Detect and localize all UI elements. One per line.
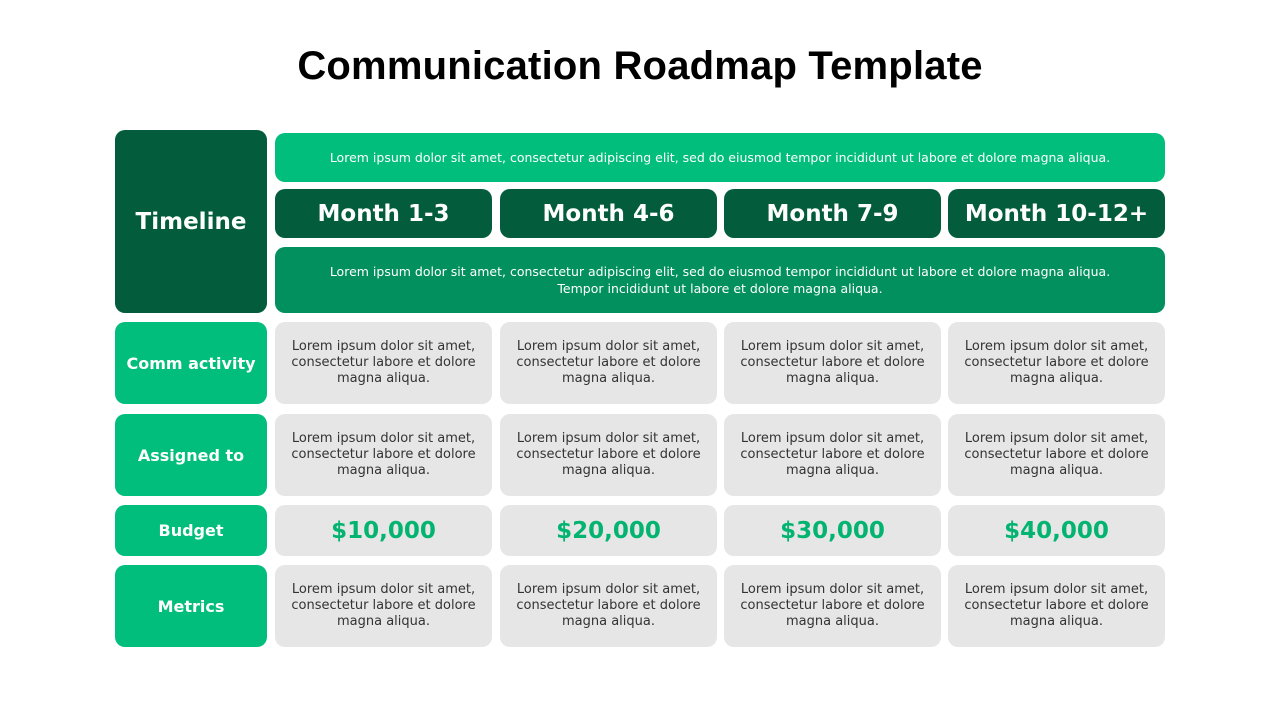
- row-label-budget: Budget: [115, 505, 267, 556]
- row-label-metrics: Metrics: [115, 565, 267, 647]
- assigned-to-cell-2: Lorem ipsum dolor sit amet, consectetur labore et dolore magna aliqua.: [500, 414, 717, 496]
- metrics-cell-1: Lorem ipsum dolor sit amet, consectetur labore et dolore magna aliqua.: [275, 565, 492, 647]
- metrics-cell-4: Lorem ipsum dolor sit amet, consectetur labore et dolore magna aliqua.: [948, 565, 1165, 647]
- month-header-2: Month 4-6: [500, 189, 717, 238]
- comm-activity-cell-2: Lorem ipsum dolor sit amet, consectetur labore et dolore magna aliqua.: [500, 322, 717, 404]
- budget-cell-1: $10,000: [275, 505, 492, 556]
- month-header-3: Month 7-9: [724, 189, 941, 238]
- timeline-header: [115, 130, 267, 313]
- timeline-banner-bottom: Lorem ipsum dolor sit amet, consectetur adipiscing elit, sed do eiusmod tempor incididunt ut labore et dolore magna aliqua. Tempor incididunt ut labore et dolore magna aliqua.: [275, 247, 1165, 313]
- comm-activity-cell-1: Lorem ipsum dolor sit amet, consectetur labore et dolore magna aliqua.: [275, 322, 492, 404]
- month-header-4: Month 10-12+: [948, 189, 1165, 238]
- comm-activity-cell-4: Lorem ipsum dolor sit amet, consectetur labore et dolore magna aliqua.: [948, 322, 1165, 404]
- assigned-to-cell-4: Lorem ipsum dolor sit amet, consectetur labore et dolore magna aliqua.: [948, 414, 1165, 496]
- month-header-1: Month 1-3: [275, 189, 492, 238]
- budget-cell-2: $20,000: [500, 505, 717, 556]
- comm-activity-cell-3: Lorem ipsum dolor sit amet, consectetur labore et dolore magna aliqua.: [724, 322, 941, 404]
- assigned-to-cell-3: Lorem ipsum dolor sit amet, consectetur labore et dolore magna aliqua.: [724, 414, 941, 496]
- metrics-cell-2: Lorem ipsum dolor sit amet, consectetur labore et dolore magna aliqua.: [500, 565, 717, 647]
- row-label-assigned-to: Assigned to: [115, 414, 267, 496]
- page-title: Communication Roadmap Template: [297, 44, 983, 88]
- budget-cell-4: $40,000: [948, 505, 1165, 556]
- timeline-banner-top: Lorem ipsum dolor sit amet, consectetur adipiscing elit, sed do eiusmod tempor incididunt ut labore et dolore magna aliqua.: [275, 133, 1165, 182]
- budget-cell-3: $30,000: [724, 505, 941, 556]
- timeline-label: Timeline: [135, 208, 247, 235]
- assigned-to-cell-1: Lorem ipsum dolor sit amet, consectetur labore et dolore magna aliqua.: [275, 414, 492, 496]
- row-label-comm-activity: Comm activity: [115, 322, 267, 404]
- metrics-cell-3: Lorem ipsum dolor sit amet, consectetur labore et dolore magna aliqua.: [724, 565, 941, 647]
